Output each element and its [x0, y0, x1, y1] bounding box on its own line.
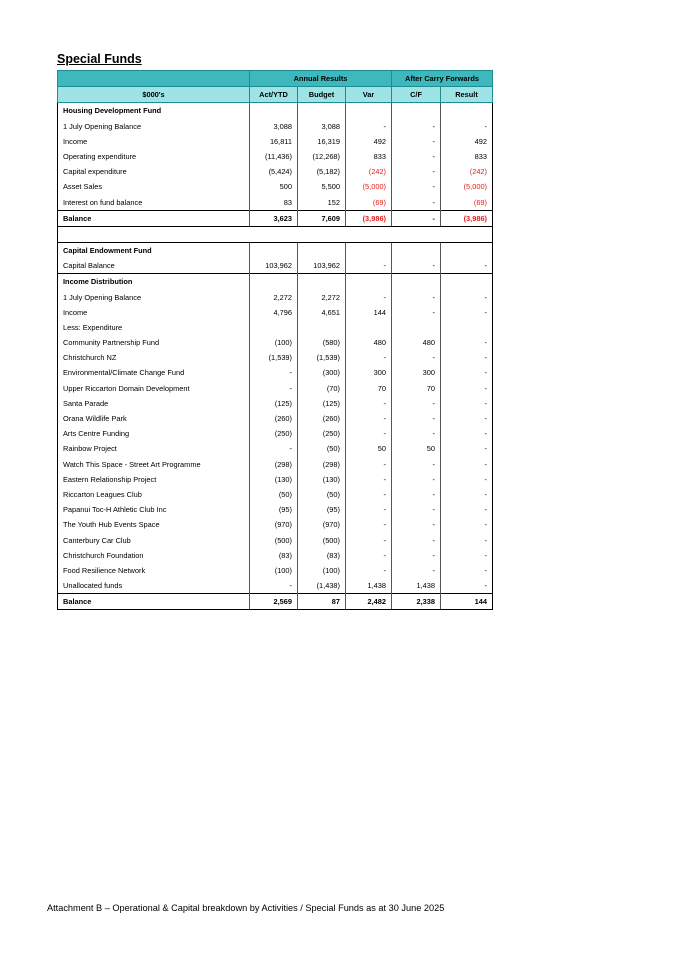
row-label: Environmental/Climate Change Fund — [58, 365, 250, 380]
cell-var: - — [346, 502, 392, 517]
cell-budget: (1,539) — [298, 350, 346, 365]
housing-balance-row — [58, 210, 493, 226]
cell-var: 1,438 — [346, 578, 392, 594]
cell-result: - — [441, 502, 493, 517]
cell-cf: - — [392, 502, 441, 517]
cell-act: 3,623 — [250, 210, 298, 226]
cell-var: 480 — [346, 335, 392, 350]
cell-act: (100) — [250, 335, 298, 350]
row-label: Food Resilience Network — [58, 563, 250, 578]
header-label-col: $000's — [58, 87, 250, 103]
cell-result: - — [441, 563, 493, 578]
header-cf: C/F — [392, 87, 441, 103]
cell-result — [441, 320, 493, 335]
table-row — [58, 502, 493, 517]
cell-cf: - — [392, 426, 441, 441]
table-row — [58, 350, 493, 365]
table-row — [58, 365, 493, 380]
cell-act: - — [250, 441, 298, 456]
empty-cell — [298, 103, 346, 119]
empty-cell — [250, 242, 298, 258]
endowment-section-header-title: Capital Endowment Fund — [58, 242, 250, 258]
cell-result: - — [441, 289, 493, 304]
empty-cell — [298, 274, 346, 290]
cell-act: - — [250, 381, 298, 396]
cell-budget: (12,268) — [298, 149, 346, 164]
cell-budget: (300) — [298, 365, 346, 380]
table-row — [58, 548, 493, 563]
housing-section-header-title: Housing Development Fund — [58, 103, 250, 119]
cell-var: 300 — [346, 365, 392, 380]
empty-cell — [441, 242, 493, 258]
cell-budget: 2,272 — [298, 289, 346, 304]
spacer-cell — [58, 226, 493, 242]
cell-budget: (298) — [298, 457, 346, 472]
empty-cell — [346, 242, 392, 258]
cell-result: (3,986) — [441, 210, 493, 226]
cell-budget: (130) — [298, 472, 346, 487]
row-label: Operating expenditure — [58, 149, 250, 164]
cell-budget: 103,962 — [298, 258, 346, 274]
cell-act: (50) — [250, 487, 298, 502]
row-label: Community Partnership Fund — [58, 335, 250, 350]
empty-cell — [392, 274, 441, 290]
row-label: Eastern Relationship Project — [58, 472, 250, 487]
row-label: Riccarton Leagues Club — [58, 487, 250, 502]
cell-var: - — [346, 289, 392, 304]
cell-result: - — [441, 350, 493, 365]
row-label: Orana Wildlife Park — [58, 411, 250, 426]
cell-result: - — [441, 258, 493, 274]
row-label: Santa Parade — [58, 396, 250, 411]
cell-var: (3,986) — [346, 210, 392, 226]
cell-budget: 7,609 — [298, 210, 346, 226]
cell-cf: - — [392, 289, 441, 304]
cell-cf — [392, 320, 441, 335]
cell-var: 833 — [346, 149, 392, 164]
empty-cell — [346, 274, 392, 290]
table-row — [58, 457, 493, 472]
cell-act: (5,424) — [250, 164, 298, 179]
cell-budget: (260) — [298, 411, 346, 426]
cell-budget: (100) — [298, 563, 346, 578]
cell-cf: - — [392, 134, 441, 149]
cell-cf: - — [392, 305, 441, 320]
cell-cf: 2,338 — [392, 594, 441, 610]
cell-act: - — [250, 578, 298, 594]
empty-cell — [441, 103, 493, 119]
page-title: Special Funds — [57, 52, 142, 66]
cell-result: - — [441, 472, 493, 487]
cell-budget: 4,651 — [298, 305, 346, 320]
cell-result: 144 — [441, 594, 493, 610]
cell-var: - — [346, 258, 392, 274]
endowment-section-header — [58, 242, 493, 258]
table-row — [58, 532, 493, 547]
cell-result: - — [441, 381, 493, 396]
empty-cell — [250, 103, 298, 119]
row-label: Canterbury Car Club — [58, 532, 250, 547]
cell-cf: - — [392, 457, 441, 472]
table-row — [58, 119, 493, 134]
cell-cf: 1,438 — [392, 578, 441, 594]
cell-cf: - — [392, 563, 441, 578]
cell-budget: 3,088 — [298, 119, 346, 134]
spacer-row — [58, 226, 493, 242]
cell-var: 2,482 — [346, 594, 392, 610]
cell-act — [250, 320, 298, 335]
cell-result: - — [441, 532, 493, 547]
cell-result: - — [441, 578, 493, 594]
cell-cf: - — [392, 350, 441, 365]
cell-act: (95) — [250, 502, 298, 517]
cell-result: (69) — [441, 195, 493, 211]
cell-act: 3,088 — [250, 119, 298, 134]
cell-budget: (125) — [298, 396, 346, 411]
cell-result: - — [441, 426, 493, 441]
cell-act: 16,811 — [250, 134, 298, 149]
header-annual-results: Annual Results — [250, 71, 392, 87]
empty-cell — [392, 242, 441, 258]
cell-var: - — [346, 350, 392, 365]
cell-act: (83) — [250, 548, 298, 563]
cell-act: 83 — [250, 195, 298, 211]
cell-cf: 50 — [392, 441, 441, 456]
cell-act: (298) — [250, 457, 298, 472]
row-label: Balance — [58, 594, 250, 610]
empty-cell — [392, 103, 441, 119]
table-row — [58, 411, 493, 426]
cell-cf: 480 — [392, 335, 441, 350]
header-act-ytd: Act/YTD — [250, 87, 298, 103]
income-distribution-header-title: Income Distribution — [58, 274, 250, 290]
cell-result: - — [441, 365, 493, 380]
cell-act: (970) — [250, 517, 298, 532]
cell-cf: - — [392, 487, 441, 502]
cell-result: (242) — [441, 164, 493, 179]
special-funds-table — [57, 70, 493, 610]
row-label: Upper Riccarton Domain Development — [58, 381, 250, 396]
cell-result: - — [441, 548, 493, 563]
cell-cf: - — [392, 258, 441, 274]
page-footer: Attachment B – Operational & Capital breakdown by Activities / Special Funds as at 30 June 2025 — [47, 903, 445, 913]
cell-budget: (50) — [298, 441, 346, 456]
cell-result: - — [441, 487, 493, 502]
cell-var: - — [346, 548, 392, 563]
capital-balance-row — [58, 258, 493, 274]
cell-act: (1,539) — [250, 350, 298, 365]
header-after-carry-forwards: After Carry Forwards — [392, 71, 493, 87]
cell-act: (250) — [250, 426, 298, 441]
cell-var: - — [346, 119, 392, 134]
table-row — [58, 289, 493, 304]
row-label: Rainbow Project — [58, 441, 250, 456]
row-label: Less: Expenditure — [58, 320, 250, 335]
empty-cell — [346, 103, 392, 119]
cell-cf: - — [392, 210, 441, 226]
cell-result: 833 — [441, 149, 493, 164]
cell-result: - — [441, 396, 493, 411]
table-row — [58, 396, 493, 411]
cell-budget: 16,319 — [298, 134, 346, 149]
cell-cf: - — [392, 149, 441, 164]
cell-act: (11,436) — [250, 149, 298, 164]
cell-act: 4,796 — [250, 305, 298, 320]
header-var: Var — [346, 87, 392, 103]
table-row — [58, 335, 493, 350]
cell-var: (242) — [346, 164, 392, 179]
cell-act: 2,569 — [250, 594, 298, 610]
cell-var: - — [346, 563, 392, 578]
cell-cf: - — [392, 164, 441, 179]
row-label: Capital expenditure — [58, 164, 250, 179]
cell-var: - — [346, 487, 392, 502]
row-label: 1 July Opening Balance — [58, 289, 250, 304]
endowment-balance-row — [58, 594, 493, 610]
cell-act: 2,272 — [250, 289, 298, 304]
cell-cf: 300 — [392, 365, 441, 380]
row-label: Papanui Toc-H Athletic Club Inc — [58, 502, 250, 517]
cell-result: - — [441, 457, 493, 472]
cell-budget: (1,438) — [298, 578, 346, 594]
cell-cf: - — [392, 195, 441, 211]
row-label: 1 July Opening Balance — [58, 119, 250, 134]
table-row — [58, 149, 493, 164]
empty-cell — [441, 274, 493, 290]
header-budget: Budget — [298, 87, 346, 103]
cell-result: 492 — [441, 134, 493, 149]
cell-result: (5,000) — [441, 179, 493, 194]
cell-budget: (5,182) — [298, 164, 346, 179]
table-row — [58, 472, 493, 487]
row-label: Income — [58, 305, 250, 320]
empty-cell — [250, 274, 298, 290]
row-label: Arts Centre Funding — [58, 426, 250, 441]
header-blank — [58, 71, 250, 87]
table-row — [58, 305, 493, 320]
cell-var: (5,000) — [346, 179, 392, 194]
cell-budget: 152 — [298, 195, 346, 211]
cell-budget: (50) — [298, 487, 346, 502]
empty-cell — [298, 242, 346, 258]
income-distribution-header — [58, 274, 493, 290]
row-label: Watch This Space - Street Art Programme — [58, 457, 250, 472]
row-label: Christchurch Foundation — [58, 548, 250, 563]
table-row — [58, 164, 493, 179]
row-label: Christchurch NZ — [58, 350, 250, 365]
table-row — [58, 195, 493, 211]
cell-var: 50 — [346, 441, 392, 456]
cell-act: (260) — [250, 411, 298, 426]
row-label: Capital Balance — [58, 258, 250, 274]
cell-var: - — [346, 396, 392, 411]
cell-cf: - — [392, 179, 441, 194]
row-label: Unallocated funds — [58, 578, 250, 594]
cell-act: - — [250, 365, 298, 380]
cell-budget: (500) — [298, 532, 346, 547]
cell-budget — [298, 320, 346, 335]
cell-budget: (95) — [298, 502, 346, 517]
header-result: Result — [441, 87, 493, 103]
cell-budget: (70) — [298, 381, 346, 396]
cell-act: (125) — [250, 396, 298, 411]
table-row — [58, 426, 493, 441]
cell-cf: - — [392, 119, 441, 134]
row-label: Balance — [58, 210, 250, 226]
cell-act: (100) — [250, 563, 298, 578]
cell-result: - — [441, 441, 493, 456]
cell-result: - — [441, 119, 493, 134]
cell-budget: (970) — [298, 517, 346, 532]
cell-var: (69) — [346, 195, 392, 211]
table-row — [58, 179, 493, 194]
table-row — [58, 517, 493, 532]
row-label: Interest on fund balance — [58, 195, 250, 211]
cell-result: - — [441, 335, 493, 350]
cell-cf: 70 — [392, 381, 441, 396]
cell-var: 70 — [346, 381, 392, 396]
row-label: Asset Sales — [58, 179, 250, 194]
cell-result: - — [441, 517, 493, 532]
table-row — [58, 487, 493, 502]
table-row — [58, 320, 493, 335]
cell-cf: - — [392, 532, 441, 547]
cell-cf: - — [392, 396, 441, 411]
table-row — [58, 381, 493, 396]
cell-act: 500 — [250, 179, 298, 194]
cell-var: 144 — [346, 305, 392, 320]
cell-var: - — [346, 532, 392, 547]
cell-cf: - — [392, 517, 441, 532]
cell-act: (130) — [250, 472, 298, 487]
cell-result: - — [441, 305, 493, 320]
cell-budget: 5,500 — [298, 179, 346, 194]
table-row — [58, 578, 493, 594]
cell-var — [346, 320, 392, 335]
table-row — [58, 441, 493, 456]
cell-var: - — [346, 426, 392, 441]
cell-cf: - — [392, 472, 441, 487]
table-row — [58, 563, 493, 578]
header-group-row — [58, 71, 493, 87]
cell-var: 492 — [346, 134, 392, 149]
cell-var: - — [346, 411, 392, 426]
row-label: The Youth Hub Events Space — [58, 517, 250, 532]
cell-budget: (580) — [298, 335, 346, 350]
cell-budget: (250) — [298, 426, 346, 441]
cell-budget: 87 — [298, 594, 346, 610]
cell-budget: (83) — [298, 548, 346, 563]
cell-result: - — [441, 411, 493, 426]
cell-cf: - — [392, 411, 441, 426]
table-row — [58, 134, 493, 149]
header-column-row — [58, 87, 493, 103]
cell-cf: - — [392, 548, 441, 563]
cell-act: 103,962 — [250, 258, 298, 274]
cell-act: (500) — [250, 532, 298, 547]
housing-section-header — [58, 103, 493, 119]
cell-var: - — [346, 472, 392, 487]
row-label: Income — [58, 134, 250, 149]
cell-var: - — [346, 517, 392, 532]
cell-var: - — [346, 457, 392, 472]
